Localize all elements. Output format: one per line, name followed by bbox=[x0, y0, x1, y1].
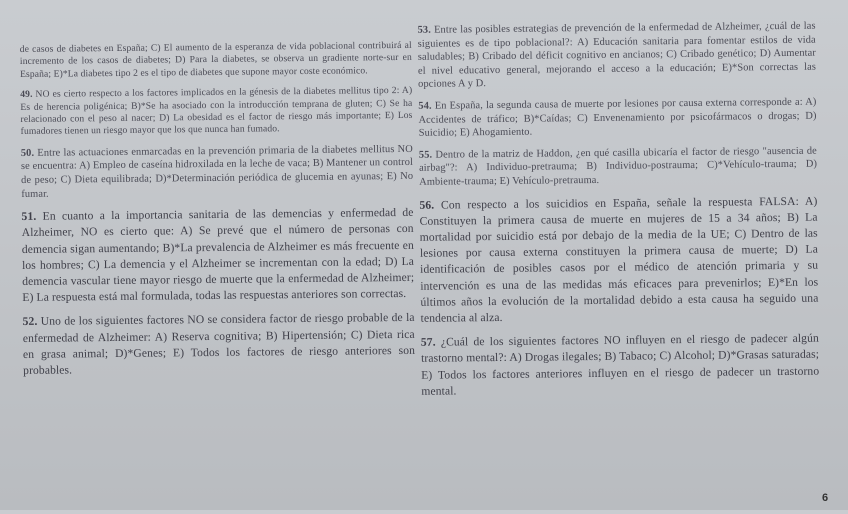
question-text: En cuanto a la importancia sanitaria de las demencias y enfermedad de Alzheimer, NO es cierto que: A) Se prevé que el número de personas con demencia sigan aumentando; B)*La prevalencia de Alzheimer es más frecuente en los hombres; C) La demencia y el Alzheimer se incrementan con la edad; D) La demencia vascular tiene mayor riesgo de muerte que la enfermedad de Alzheimer; E) La respuesta está mal formulada, todas las respuestas anteriores son correctas. bbox=[21, 206, 415, 305]
question-number: 54. bbox=[418, 100, 432, 112]
question-57 bbox=[421, 331, 820, 400]
question-text: Entre las posibles estrategias de prevención de la enfermedad de Alzheimer, ¿cuál de las siguientes es de tipo poblacional?: A) Educación sanitaria para fomentar estilos de vida saludables; B) Cribado del déficit cognitivo en ancianos; C) Cribado genético; D) Aumentar el nivel educativo general, mejorando el acceso a la educación; E)*Son correctas las opciones A y D. bbox=[417, 20, 817, 91]
question-number: 50. bbox=[20, 147, 35, 159]
question-50 bbox=[21, 143, 414, 201]
question-number: 57. bbox=[420, 335, 436, 349]
question-text: En España, la segunda causa de muerte por lesiones por causa externa corresponde a: A) Accidentes de tráfico; B)*Caídas; C) Envenenamiento por psicofármacos o drogas; D) Suicidio; E) Ahogamiento. bbox=[418, 96, 817, 139]
question-number: 56. bbox=[419, 198, 435, 212]
question-number: 52. bbox=[22, 315, 38, 329]
question-text: Con respecto a los suicidios en España, señale la respuesta FALSA: A) Constituyen la primera causa de muerte en mujeres de 15 a 34 años; B) La mortalidad por suicidio está por debajo de la media de la UE; C) Dentro de las lesiones por causa externa constituyen la primera causa de muerte; D) La identificación de posibles casos por el médico de atención primaria y su intervención es una de las medidas más eficaces para prevenirlos; E)*En los últimos años la evolución de la mortalidad debido a esta causa ha seguido una tendencia al alza. bbox=[419, 194, 819, 325]
question-number: 51. bbox=[21, 210, 37, 224]
question-text: Uno de los siguientes factores NO se considera factor de riesgo probable de la enfermedad de Alzheimer: A) Reserva cognitiva; B) Hipertensión; C) Dieta rica en grasa animal; D)*Genes; E) Todos los factores de riesgo anteriores son probables. bbox=[22, 311, 416, 377]
question-text: Dentro de la matriz de Haddon, ¿en qué casilla ubicaría el factor de riesgo "ausencia de airbag"?: A) Individuo-pretrauma; B) Individuo-postrauma; C)*Vehículo-trauma; D) Ambiente-trauma; E) Vehículo-pretrauma. bbox=[418, 145, 818, 188]
question-number: 49. bbox=[20, 89, 33, 101]
question-number: 55. bbox=[418, 149, 433, 161]
question-53 bbox=[418, 20, 817, 92]
question-54 bbox=[418, 96, 816, 141]
page-number: 6 bbox=[822, 492, 829, 504]
left-column bbox=[20, 40, 416, 387]
question-number: 53. bbox=[417, 24, 431, 36]
question-text: NO es cierto respecto a los factores implicados en la génesis de la diabetes mellitus tipo 2: A) Es de herencia poligénica; B)*Se ha asociado con la introducción temprana de gluten; C) Se ha relacionado con el peso al nacer; D) La obesidad es el factor de riesgo más importante; E) Los fumadores tienen un riesgo mayor que los que nunca han fumado. bbox=[20, 85, 413, 138]
question-55 bbox=[419, 144, 817, 189]
question-56 bbox=[419, 193, 818, 327]
question-52 bbox=[23, 310, 416, 379]
question-48-continuation bbox=[20, 40, 412, 81]
question-51 bbox=[21, 205, 414, 306]
question-text: de casos de diabetes en España; C) El aumento de la esperanza de vida poblacional contribuirá al incremento de los casos de diabetes; D) Para la diabetes, se observa un gradiente norte-sur en España; E)*La diabetes tipo 2 es el tipo de diabetes que supone mayor coste económico. bbox=[19, 39, 412, 80]
question-text: Entre las actuaciones enmarcadas en la prevención primaria de la diabetes mellitus NO se encuentra: A) Empleo de caseína hidroxilada en la leche de vaca; B) Mantener un control de peso; C) Dieta equilibrada; D)*Determinación periódica de glucemia en ayunas; E) No fumar. bbox=[20, 143, 414, 200]
question-text: ¿Cuál de los siguientes factores NO influyen en el riesgo de padecer algún trastorno mental?: A) Drogas ilegales; B) Tabaco; C) Alcohol; D)*Grasas saturadas; E) Todos los factores anteriores influyen en el riesgo de padecer un trastorno mental. bbox=[420, 331, 820, 398]
right-column bbox=[418, 20, 820, 408]
question-49 bbox=[20, 85, 412, 139]
